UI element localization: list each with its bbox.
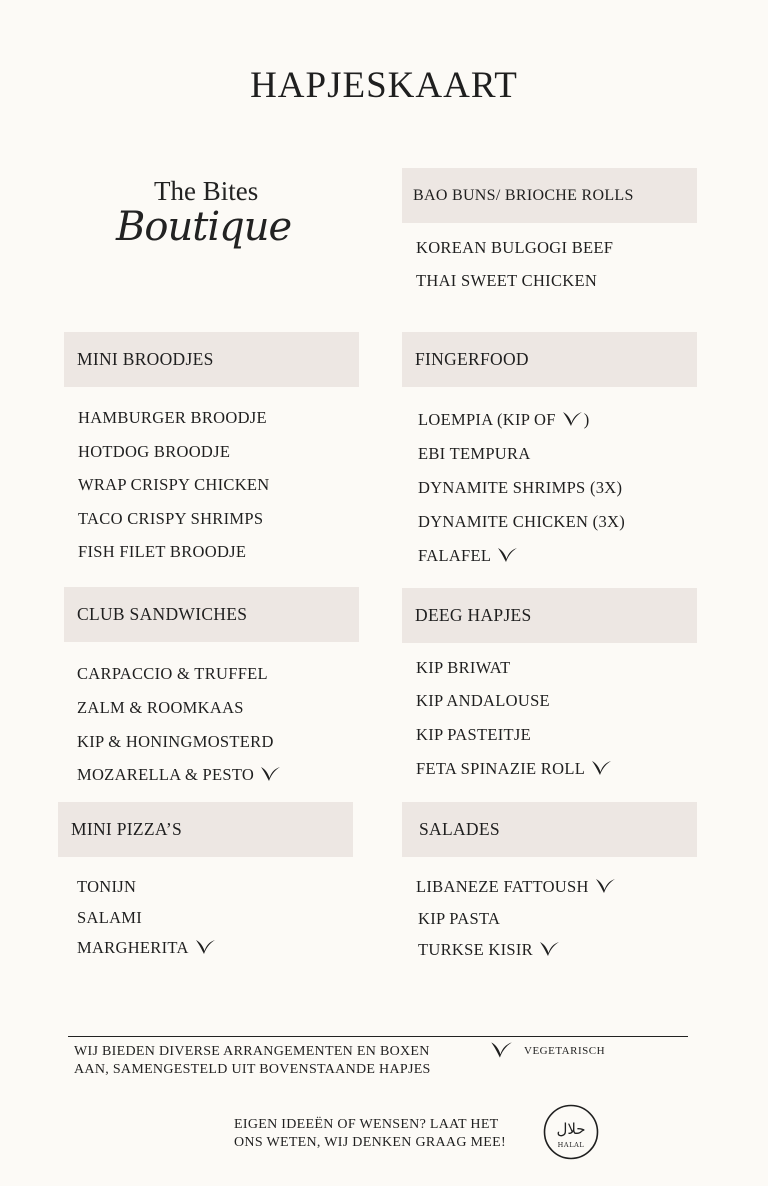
list-item: TACO CRISPY SHRIMPS	[78, 509, 264, 528]
list-item-text: FALAFEL	[418, 546, 492, 565]
arrangements-line-1: WIJ BIEDEN DIVERSE ARRANGEMENTEN EN BOXEN	[74, 1044, 430, 1059]
halal-badge-icon	[543, 1104, 599, 1160]
logo-line-2: Boutique	[116, 204, 292, 250]
leaf-icon	[537, 940, 561, 958]
ideas-line-2: ONS WETEN, WIJ DENKEN GRAAG MEE!	[234, 1135, 506, 1150]
leaf-icon	[560, 410, 584, 428]
arrangements-line-2: AAN, SAMENGESTELD UIT BOVENSTAANDE HAPJES	[74, 1062, 431, 1077]
list-item: KIP PASTA	[418, 909, 501, 928]
list-item-text: FETA SPINAZIE ROLL	[416, 759, 586, 778]
ideas-line-1: EIGEN IDEEËN OF WENSEN? LAAT HET	[234, 1117, 499, 1132]
section-header-mini-pizzas: MINI PIZZA’S	[58, 802, 353, 857]
section-header-club-sandwiches: CLUB SANDWICHES	[64, 587, 359, 642]
brand-logo	[110, 172, 292, 272]
leaf-icon	[593, 877, 617, 895]
list-item: KOREAN BULGOGI BEEF	[416, 238, 614, 257]
list-item	[77, 765, 282, 785]
leaf-icon	[589, 759, 613, 777]
arrangements-note	[74, 1043, 431, 1079]
list-item-text-close: )	[583, 410, 590, 429]
list-item-text: LOEMPIA (KIP OF	[418, 410, 556, 429]
halal-arabic-text: حلال	[556, 1120, 586, 1138]
section-header-salades: SALADES	[402, 802, 697, 857]
section-header-deeg-hapjes: DEEG HAPJES	[402, 588, 697, 643]
list-item	[418, 940, 561, 960]
list-item: KIP PASTEITJE	[416, 725, 531, 744]
list-item	[418, 410, 590, 430]
list-item	[77, 938, 217, 958]
list-item: CARPACCIO & TRUFFEL	[77, 664, 268, 683]
leaf-icon	[488, 1040, 514, 1060]
leaf-icon	[258, 765, 282, 783]
list-item: WRAP CRISPY CHICKEN	[78, 475, 270, 494]
ideas-note	[234, 1116, 506, 1152]
list-item: THAI SWEET CHICKEN	[416, 271, 598, 290]
list-item: HAMBURGER BROODJE	[78, 408, 267, 427]
legend-vegetarian-label: VEGETARISCH	[524, 1045, 606, 1057]
list-item-text: MOZARELLA & PESTO	[77, 765, 255, 784]
list-item: DYNAMITE SHRIMPS (3X)	[418, 478, 623, 497]
logo-line-1: The Bites	[154, 176, 259, 206]
list-item: FISH FILET BROODJE	[78, 542, 247, 561]
list-item	[418, 546, 519, 566]
list-item: KIP ANDALOUSE	[416, 691, 550, 710]
list-item	[416, 759, 613, 779]
list-item-text: LIBANEZE FATTOUSH	[416, 877, 589, 896]
list-item-text: TURKSE KISIR	[418, 940, 533, 959]
list-item: ZALM & ROOMKAAS	[77, 698, 244, 717]
leaf-icon	[495, 546, 519, 564]
list-item: HOTDOG BROODJE	[78, 442, 231, 461]
leaf-icon	[193, 938, 217, 956]
section-header-mini-broodjes: MINI BROODJES	[64, 332, 359, 387]
page-title: HAPJESKAART	[250, 65, 518, 106]
list-item-text: MARGHERITA	[77, 938, 189, 957]
footer-divider	[68, 1036, 688, 1037]
list-item: KIP & HONINGMOSTERD	[77, 732, 274, 751]
list-item: KIP BRIWAT	[416, 658, 511, 677]
list-item: SALAMI	[77, 908, 143, 927]
list-item: TONIJN	[77, 877, 137, 896]
section-header-bao-buns: BAO BUNS/ BRIOCHE ROLLS	[402, 168, 697, 223]
list-item: EBI TEMPURA	[418, 444, 531, 463]
list-item: DYNAMITE CHICKEN (3X)	[418, 512, 626, 531]
halal-label: HALAL	[557, 1141, 585, 1149]
list-item	[416, 877, 617, 897]
section-header-fingerfood: FINGERFOOD	[402, 332, 697, 387]
